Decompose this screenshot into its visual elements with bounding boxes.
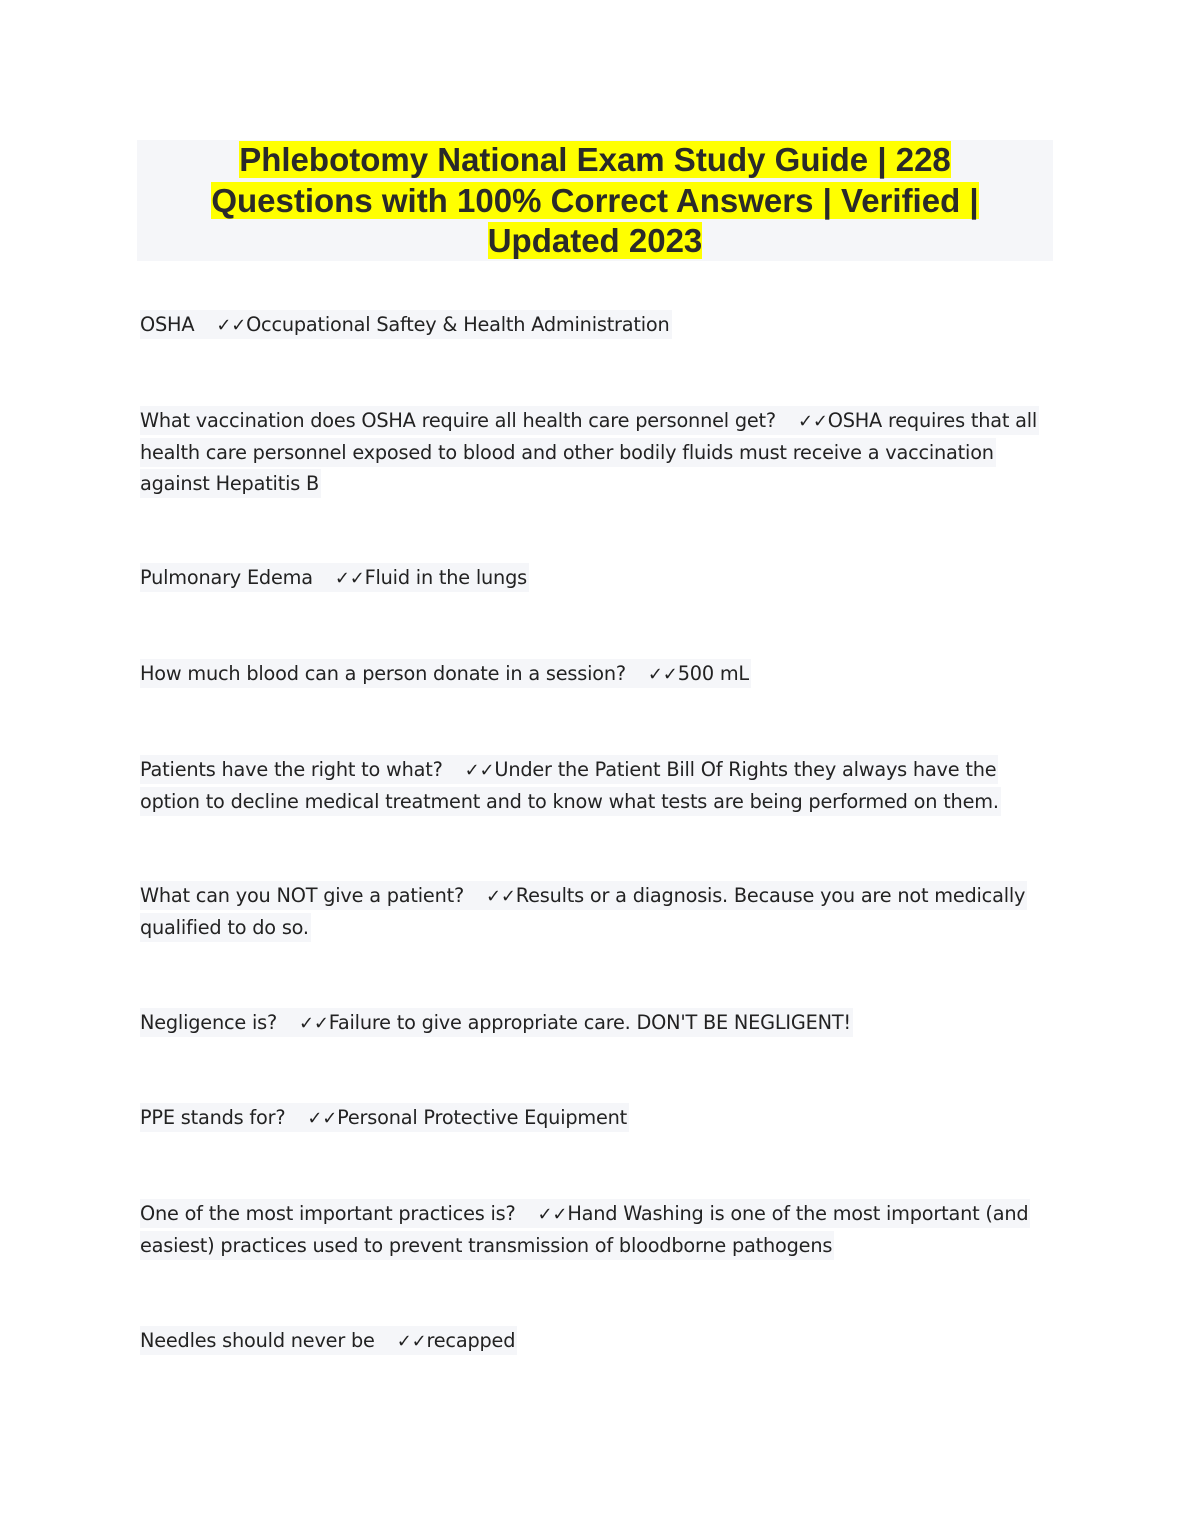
answer-text: 500 mL xyxy=(677,662,749,685)
document-title-line-3: Updated 2023 xyxy=(487,222,703,259)
answer-text: Results or a diagnosis. Because you are not medically qualified to do so. xyxy=(140,884,1026,939)
question-text: What can you NOT give a patient? xyxy=(140,884,465,907)
question-text: PPE stands for? xyxy=(140,1106,286,1129)
document-title-line-1: Phlebotomy National Exam Study Guide | 228 xyxy=(239,141,951,178)
document-title-block xyxy=(137,140,1053,261)
qa-item xyxy=(140,309,1045,341)
check-mark-icon: ✓✓ xyxy=(486,886,516,907)
answer-text: Failure to give appropriate care. DON'T BE NEGLIGENT! xyxy=(328,1011,851,1034)
question-text: How much blood can a person donate in a session? xyxy=(140,662,626,685)
qa-item xyxy=(140,658,1045,690)
document-title-line-2: Questions with 100% Correct Answers | Verified | xyxy=(211,181,979,219)
qa-item xyxy=(140,1198,1045,1261)
check-mark-icon: ✓✓ xyxy=(299,1013,329,1034)
qa-item xyxy=(140,1102,1045,1134)
check-mark-icon: ✓✓ xyxy=(216,315,247,336)
check-mark-icon: ✓✓ xyxy=(797,411,828,432)
check-mark-icon: ✓✓ xyxy=(647,664,678,685)
answer-text: recapped xyxy=(426,1329,516,1352)
question-text: One of the most important practices is? xyxy=(140,1202,516,1225)
question-text: Pulmonary Edema xyxy=(140,566,313,589)
check-mark-icon: ✓✓ xyxy=(307,1108,338,1129)
answer-text: Fluid in the lungs xyxy=(364,566,527,589)
question-text: Negligence is? xyxy=(140,1011,277,1034)
qa-item xyxy=(140,880,1045,943)
answer-text: Personal Protective Equipment xyxy=(337,1106,628,1129)
question-text: What vaccination does OSHA require all health care personnel get? xyxy=(140,409,776,432)
qa-item xyxy=(140,754,1045,817)
answer-text: Occupational Saftey & Health Administration xyxy=(246,313,670,336)
question-text: Needles should never be xyxy=(140,1329,375,1352)
check-mark-icon: ✓✓ xyxy=(464,760,495,781)
question-text: OSHA xyxy=(140,313,195,336)
qa-item xyxy=(140,1325,1045,1357)
check-mark-icon: ✓✓ xyxy=(537,1204,568,1225)
question-text: Patients have the right to what? xyxy=(140,758,443,781)
qa-item xyxy=(140,562,1045,594)
check-mark-icon: ✓✓ xyxy=(334,568,365,589)
check-mark-icon: ✓✓ xyxy=(396,1331,427,1352)
answer-text: Hand Washing is one of the most important (and easiest) practices used to prevent transmission of bloodborne pathogens xyxy=(140,1202,1029,1257)
qa-item xyxy=(140,405,1045,499)
qa-item xyxy=(140,1007,1045,1039)
answer-text: OSHA requires that all health care personnel exposed to blood and other bodily fluids must receive a vaccination against Hepatitis B xyxy=(140,409,1038,495)
answer-text: Under the Patient Bill Of Rights they always have the option to decline medical treatment and to know what tests are being performed on them. xyxy=(140,758,999,813)
